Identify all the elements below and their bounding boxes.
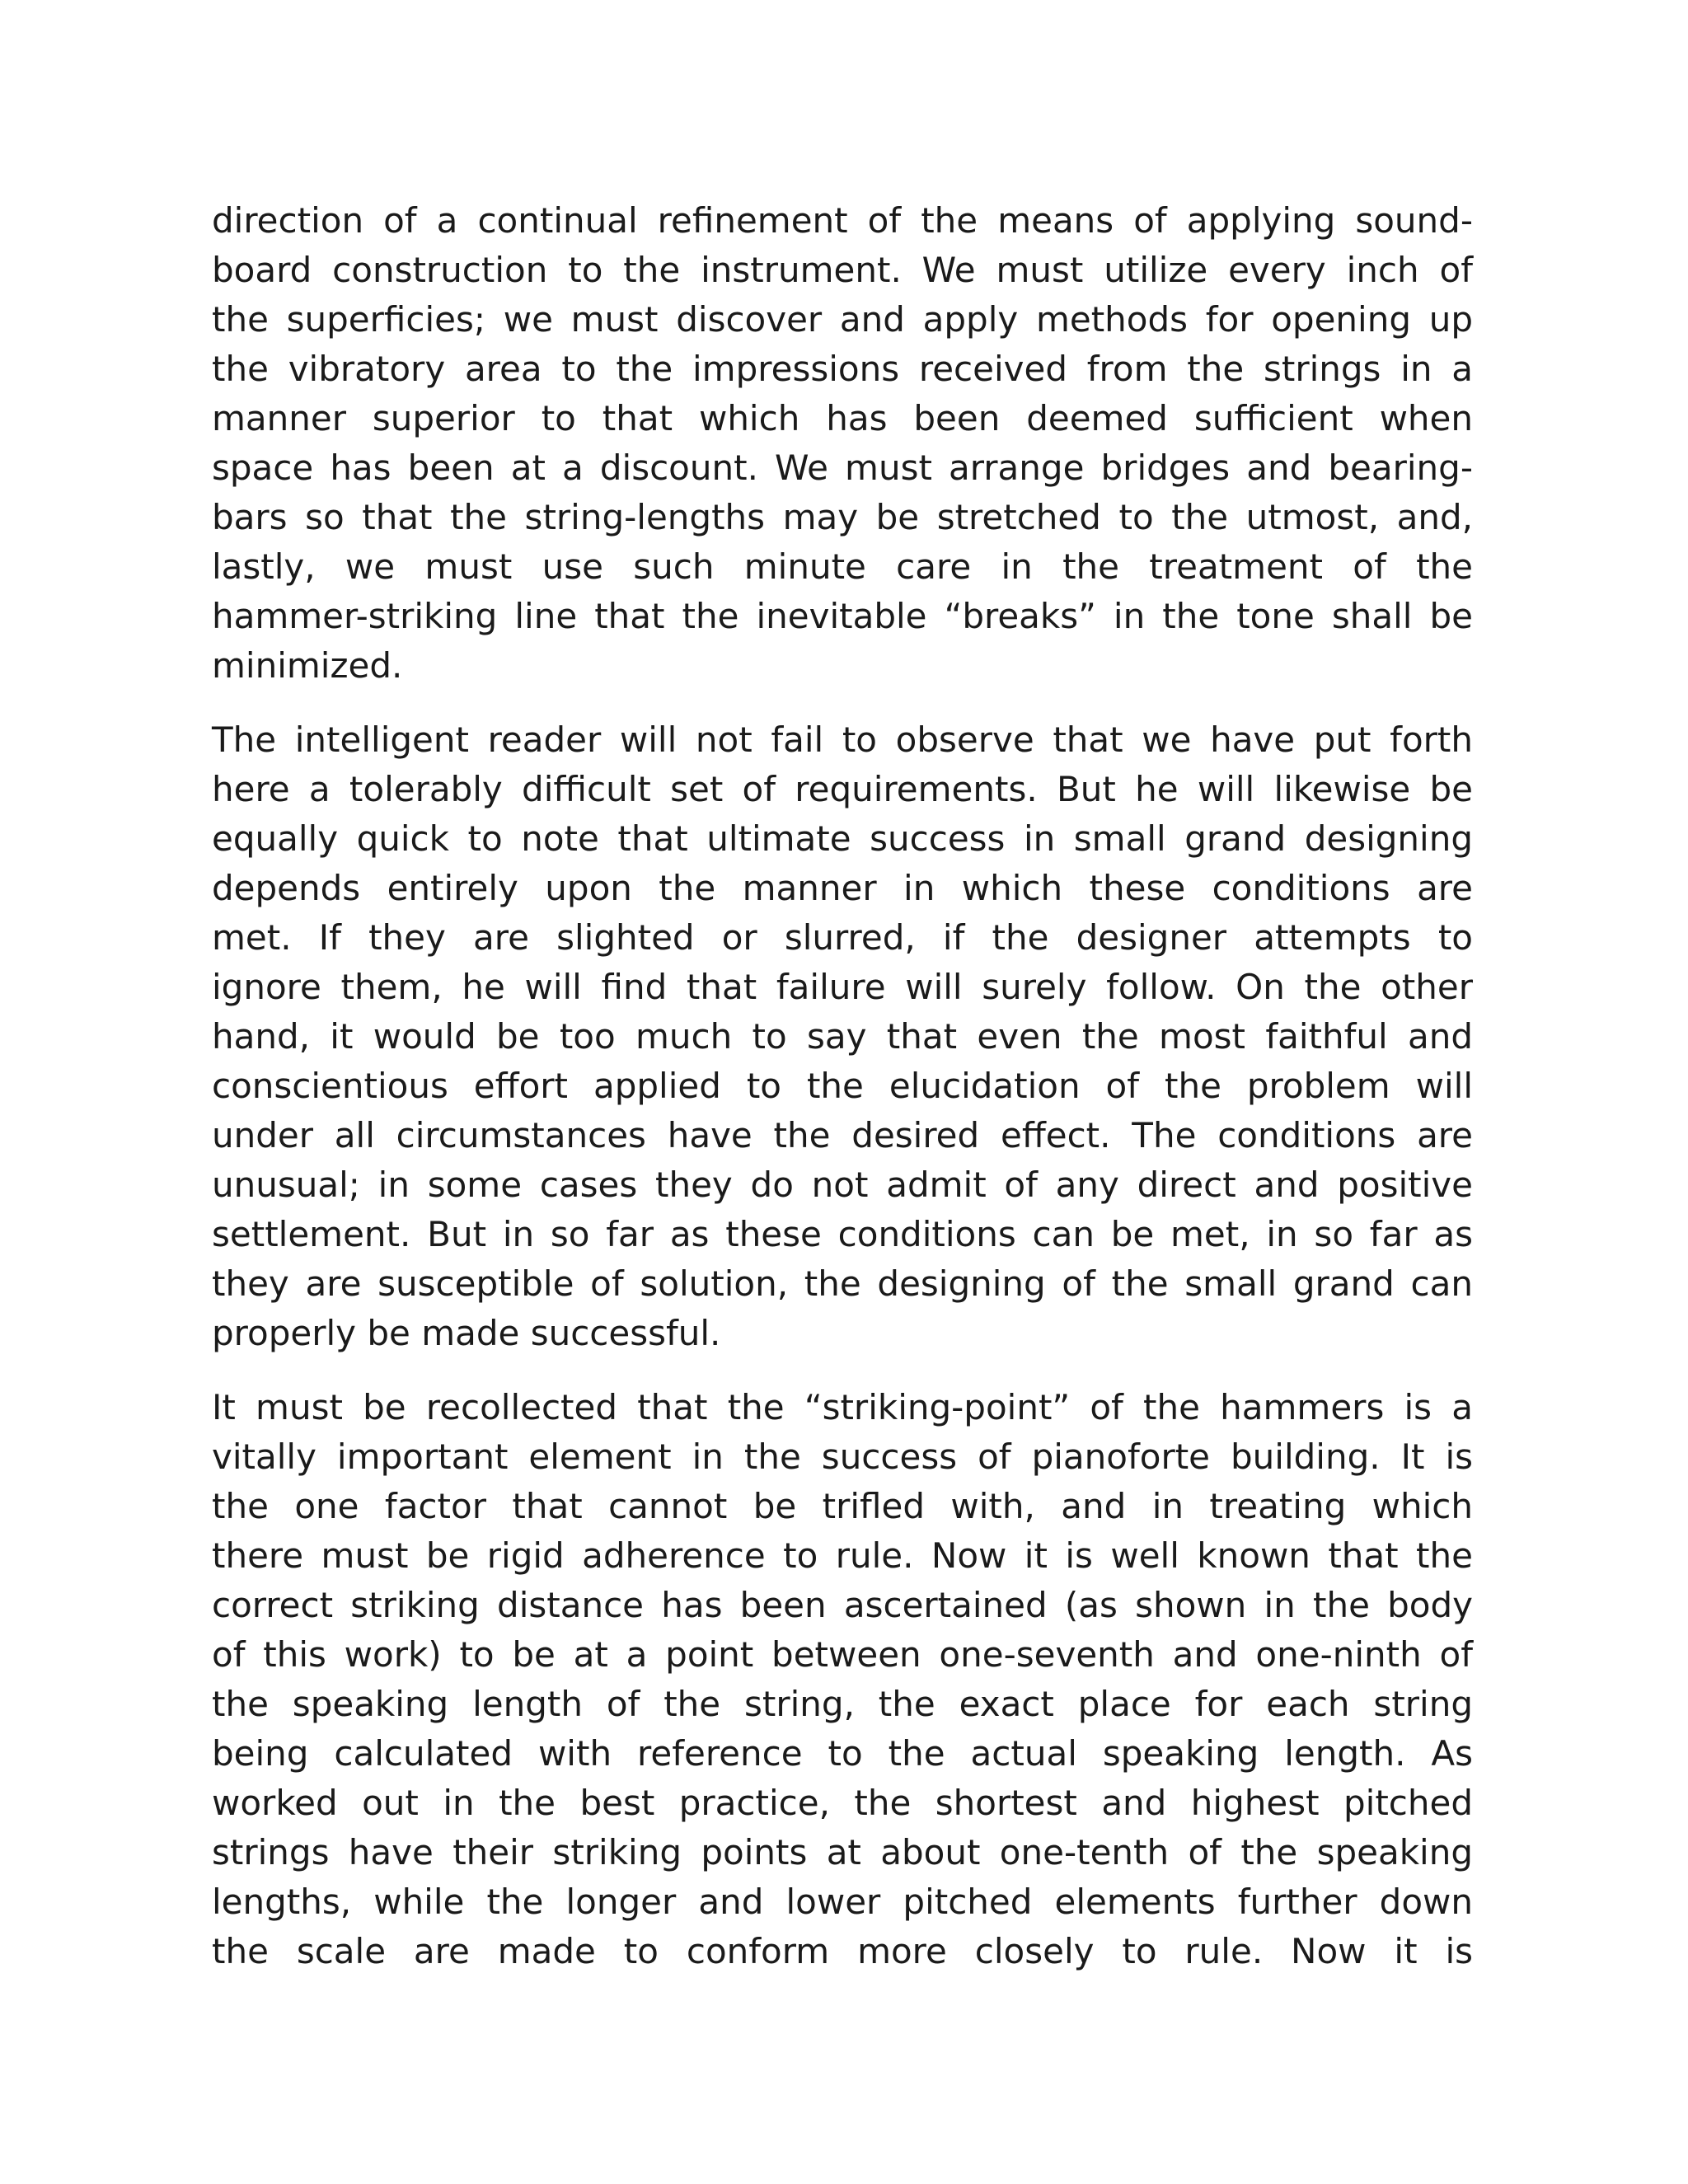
text-line: conscientious effort applied to the elucidation of the problem will [212, 1066, 1473, 1106]
text-line: unusual; in some cases they do not admit of any direct and positive [212, 1165, 1473, 1205]
text-line: the superficies; we must discover and apply methods for opening up [212, 299, 1473, 340]
document-page [212, 196, 1473, 2001]
text-line: being calculated with reference to the actual speaking length. As [212, 1733, 1473, 1774]
text-line: there must be rigid adherence to rule. Now it is well known that the [212, 1535, 1473, 1576]
text-line: depends entirely upon the manner in which these conditions are [212, 868, 1473, 908]
text-line: hand, it would be too much to say that even the most faithful and [212, 1016, 1473, 1057]
text-line: the speaking length of the string, the exact place for each string [212, 1684, 1473, 1724]
text-line: equally quick to note that ultimate success in small grand designing [212, 818, 1473, 859]
text-line: manner superior to that which has been deemed sufficient when [212, 398, 1473, 438]
text-line: correct striking distance has been ascertained (as shown in the body [212, 1585, 1473, 1625]
text-line: strings have their striking points at about one-tenth of the speaking [212, 1832, 1473, 1872]
text-line: minimized. [212, 645, 403, 686]
text-line: direction of a continual refinement of the means of applying sound- [212, 200, 1473, 241]
text-line: hammer-striking line that the inevitable “breaks” in the tone shall be [212, 596, 1473, 636]
text-line: worked out in the best practice, the shortest and highest pitched [212, 1783, 1473, 1823]
paragraph-1 [212, 196, 1473, 691]
text-line: settlement. But in so far as these conditions can be met, in so far as [212, 1214, 1473, 1254]
text-line: the one factor that cannot be trifled with, and in treating which [212, 1486, 1473, 1526]
text-line: of this work) to be at a point between one-seventh and one-ninth of [212, 1634, 1473, 1675]
paragraph-3 [212, 1383, 1473, 1976]
paragraph-2 [212, 715, 1473, 1358]
text-line: they are susceptible of solution, the designing of the small grand can [212, 1263, 1473, 1304]
text-line: vitally important element in the success of pianoforte building. It is [212, 1436, 1473, 1477]
text-line: lastly, we must use such minute care in the treatment of the [212, 546, 1473, 587]
text-line: ignore them, he will find that failure will surely follow. On the other [212, 967, 1473, 1007]
text-line: lengths, while the longer and lower pitched elements further down [212, 1882, 1473, 1922]
text-line: bars so that the string-lengths may be stretched to the utmost, and, [212, 497, 1473, 537]
text-line: under all circumstances have the desired effect. The conditions are [212, 1115, 1473, 1155]
text-line: board construction to the instrument. We must utilize every inch of [212, 250, 1473, 290]
text-line: the vibratory area to the impressions received from the strings in a [212, 349, 1473, 389]
text-line: space has been at a discount. We must arrange bridges and bearing- [212, 448, 1473, 488]
text-line: It must be recollected that the “striking-point” of the hammers is a [212, 1387, 1473, 1427]
text-line: here a tolerably difficult set of requirements. But he will likewise be [212, 769, 1473, 809]
text-line: properly be made successful. [212, 1313, 721, 1353]
text-line: the scale are made to conform more closely to rule. Now it is [212, 1931, 1473, 1971]
text-line: met. If they are slighted or slurred, if the designer attempts to [212, 917, 1473, 958]
text-line: The intelligent reader will not fail to observe that we have put forth [212, 719, 1473, 760]
